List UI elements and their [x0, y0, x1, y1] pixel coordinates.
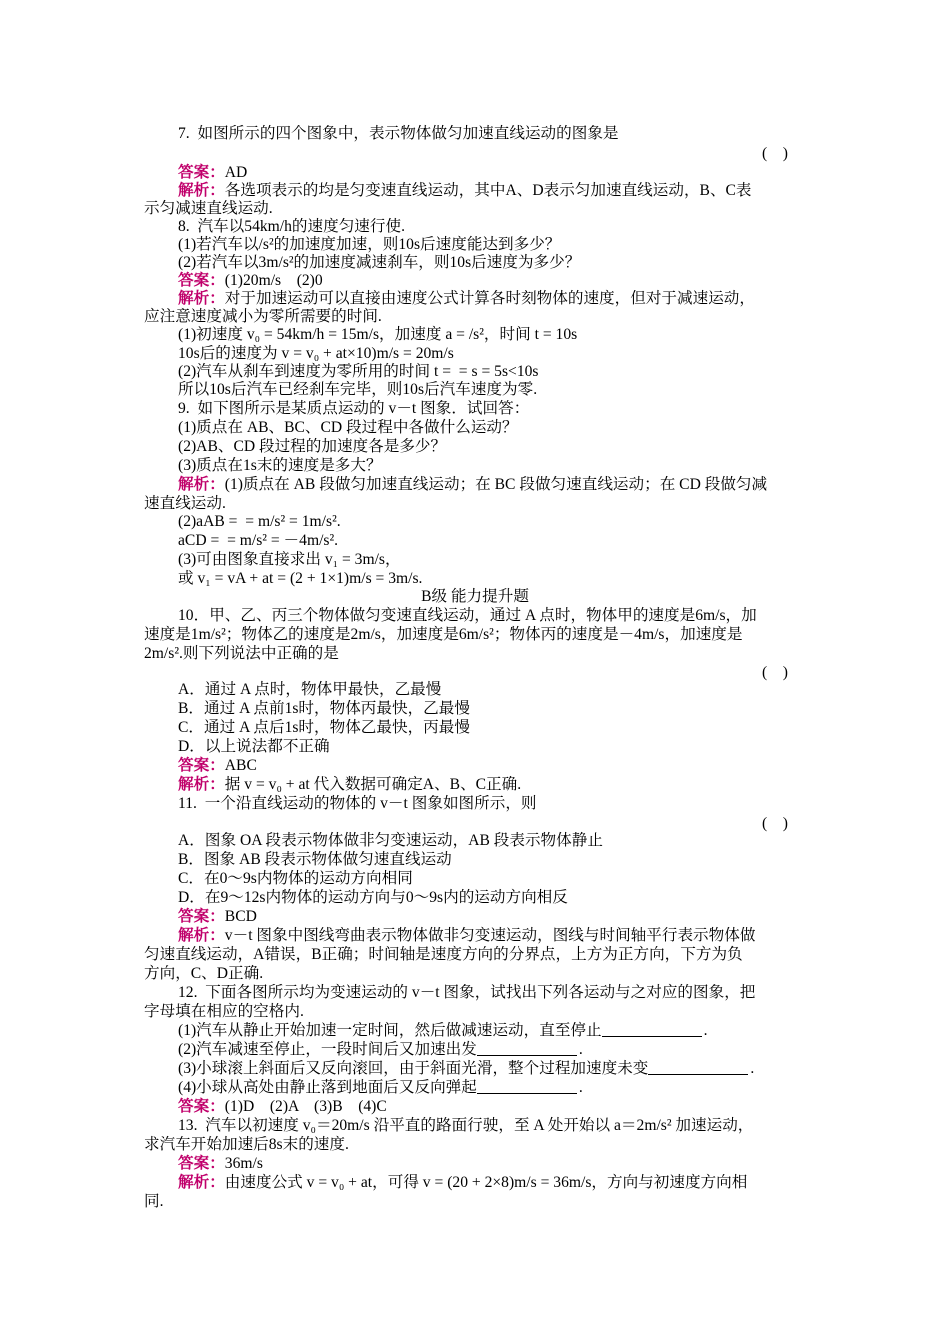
text-line: [0, 737, 950, 757]
line-text: (1)D (2)A (3)B (4)C: [224, 1098, 387, 1115]
text-line: [0, 399, 950, 419]
text-line: [0, 718, 950, 738]
text-line: [0, 418, 950, 438]
answer-label: 答案：: [178, 757, 225, 774]
text-line: [0, 1116, 950, 1136]
line-text: (2)AB、CD 段过程的加速度各是多少？: [178, 438, 447, 455]
line-text: 速直线运动.: [144, 495, 226, 512]
text-line: [0, 271, 950, 291]
line-text: 字母填在相应的空格内.: [144, 1003, 304, 1020]
line-text: 对于加速运动可以直接由速度公式计算各时刻物体的速度，但对于减速运动，: [224, 290, 755, 307]
line-text: aCD = = m/s² = －4m/s².: [178, 532, 339, 549]
line-text: C．通过 A 点后1s时，物体乙最快，丙最慢: [178, 719, 470, 736]
text-line: [0, 344, 950, 364]
text-line: [0, 475, 950, 495]
text-line: [0, 680, 950, 700]
text-line: [0, 850, 950, 870]
answer-blank[interactable]: [477, 1040, 577, 1056]
text-line: [0, 625, 950, 645]
line-text: (2)汽车减速至停止，一段时间后又加速出发: [178, 1041, 477, 1058]
text-line: [0, 437, 950, 457]
line-text: 所以10s后汽车已经刹车完毕，则10s后汽车速度为零.: [178, 381, 538, 398]
line-text: A．图象 OA 段表示物体做非匀变速运动，AB 段表示物体静止: [178, 832, 603, 849]
text-line: [0, 456, 950, 476]
text-line: [0, 983, 950, 1003]
text-line: [0, 289, 950, 309]
line-text: A．通过 A 点时，物体甲最快，乙最慢: [178, 681, 442, 698]
line-text: B．通过 A 点前1s时，物体丙最快，乙最慢: [178, 700, 470, 717]
text-line: [0, 606, 950, 626]
text-line: [0, 831, 950, 851]
text-line: [0, 1097, 950, 1117]
answer-label: 解析：: [178, 182, 225, 199]
text-line: [0, 964, 950, 984]
line-text: 10s后的速度为 v = v₀ + at×10)m/s = 20m/s: [178, 345, 454, 362]
line-text: C．在0～9s内物体的运动方向相同: [178, 870, 413, 887]
line-text: 各选项表示的均是匀变速直线运动，其中A、D表示匀加速直线运动，B、C表: [224, 182, 752, 199]
answer-label: 答案：: [178, 164, 225, 181]
text-line: [0, 794, 950, 814]
line-text: 方向，C、D正确.: [144, 965, 264, 982]
line-text: (1)初速度 v₀ = 54km/h = 15m/s，加速度 a = /s²，时间 t = 10s: [178, 326, 578, 343]
answer-blank[interactable]: [602, 1021, 702, 1037]
line-text: 36m/s: [224, 1155, 263, 1172]
line-text: 求汽车开始加速后8s末的速度.: [144, 1136, 349, 1153]
period: .: [578, 1079, 583, 1096]
text-line: [0, 550, 950, 570]
text-line: [0, 217, 950, 237]
line-text: 同.: [144, 1193, 164, 1210]
text-line: [0, 1135, 950, 1155]
text-line: [0, 362, 950, 382]
line-text: AD: [224, 164, 248, 181]
line-text: ABC: [224, 757, 257, 774]
answer-label: 答案：: [178, 272, 225, 289]
answer-label: 答案：: [178, 1098, 225, 1115]
line-text: 或 v₁ = vA + at = (2 + 1×1)m/s = 3m/s.: [178, 570, 423, 587]
text-line: [0, 1002, 950, 1022]
answer-label: 解析：: [178, 476, 225, 493]
text-line: [0, 1040, 950, 1060]
line-text: 速度是1m/s²；物体乙的速度是2m/s，加速度是6m/s²；物体丙的速度是－4m/s，加速度是: [144, 626, 743, 643]
answer-label: 解析：: [178, 776, 225, 793]
answer-label: 解析：: [178, 927, 225, 944]
text-line: [0, 699, 950, 719]
text-line: [0, 1078, 950, 1098]
line-text: 10．甲、乙、丙三个物体做匀变速直线运动，通过 A 点时，物体甲的速度是6m/s，加: [178, 607, 757, 624]
line-text: 9. 如下图所示是某质点运动的 v－t 图象．试回答：: [178, 400, 530, 417]
text-line: [0, 569, 950, 589]
line-text: 12. 下面各图所示均为变速运动的 v－t 图象，试找出下列各运动与之对应的图象，把: [178, 984, 756, 1001]
line-text: (2)若汽车以3m/s²的加速度减速刹车，则10s后速度为多少？: [178, 254, 581, 271]
text-line: [0, 144, 950, 164]
text-line: [0, 163, 950, 183]
text-line: [0, 775, 950, 795]
line-text: (4)小球从高处由静止落到地面后又反向弹起: [178, 1079, 477, 1096]
line-text: (1)质点在 AB、BC、CD 段过程中各做什么运动？: [178, 419, 518, 436]
line-text: (1)汽车从静止开始加速一定时间，然后做减速运动，直至停止: [178, 1022, 602, 1039]
line-text: 应注意速度减小为零所需要的时间.: [144, 308, 382, 325]
text-line: [0, 181, 950, 201]
text-line: [0, 531, 950, 551]
text-line: [0, 307, 950, 327]
answer-label: 解析：: [178, 1174, 225, 1191]
text-line: [0, 253, 950, 273]
text-line: [0, 1154, 950, 1174]
period: .: [750, 1060, 755, 1077]
line-text: ( ): [762, 815, 788, 832]
line-text: (3)可由图象直接求出 v₁ = 3m/s，: [178, 551, 401, 568]
text-line: [0, 1192, 950, 1212]
line-text: B．图象 AB 段表示物体做匀速直线运动: [178, 851, 452, 868]
line-text: 据 v = v₀ + at 代入数据可确定A、B、C正确.: [224, 776, 522, 793]
line-text: 8. 汽车以54km/h的速度匀速行使.: [178, 218, 405, 235]
text-line: [0, 644, 950, 664]
text-line: [0, 380, 950, 400]
line-text: 匀速直线运动，A错误，B正确；时间轴是速度方向的分界点，上方为正方向，下方为负: [144, 946, 743, 963]
answer-blank[interactable]: [477, 1078, 577, 1094]
text-line: [0, 926, 950, 946]
line-text: 由速度公式 v = v₀ + at，可得 v = (20 + 2×8)m/s = 36m/s，方向与初速度方向相: [224, 1174, 748, 1191]
text-line: [0, 199, 950, 219]
line-text: (1)若汽车以/s²的加速度加速，则10s后速度能达到多少？: [178, 236, 561, 253]
line-text: 11. 一个沿直线运动的物体的 v－t 图象如图所示，则: [178, 795, 537, 812]
answer-label: 解析：: [178, 290, 225, 307]
line-text: (3)质点在1s末的速度是多大？: [178, 457, 382, 474]
text-line: [0, 945, 950, 965]
line-text: 示匀减速直线运动.: [144, 200, 273, 217]
line-text: (2)aAB = = m/s² = 1m/s².: [178, 513, 341, 530]
text-line: [0, 1173, 950, 1193]
line-text: D．在9～12s内物体的运动方向与0～9s内的运动方向相反: [178, 889, 568, 906]
text-line: [0, 124, 950, 144]
answer-label: 答案：: [178, 908, 225, 925]
answer-blank[interactable]: [648, 1059, 748, 1075]
section-title: B级 能力提升题: [421, 588, 529, 605]
text-line: [0, 1021, 950, 1041]
line-text: 2m/s².则下列说法中正确的是: [144, 645, 339, 662]
period: .: [578, 1041, 583, 1058]
text-line: [0, 888, 950, 908]
text-line: [0, 494, 950, 514]
text-line: [0, 325, 950, 345]
text-line: [0, 512, 950, 532]
text-line: [0, 235, 950, 255]
line-text: (2)汽车从刹车到速度为零所用的时间 t = = s = 5s<10s: [178, 363, 539, 380]
text-line: [0, 907, 950, 927]
line-text: 13. 汽车以初速度 v₀＝20m/s 沿平直的路面行驶，至 A 处开始以 a＝2m/s² 加速运动，: [178, 1117, 754, 1134]
text-line: [0, 1059, 950, 1079]
line-text: v－t 图象中图线弯曲表示物体做非匀变速运动，图线与时间轴平行表示物体做: [224, 927, 756, 944]
line-text: BCD: [224, 908, 257, 925]
text-line: [0, 756, 950, 776]
line-text: (3)小球滚上斜面后又反向滚回，由于斜面光滑，整个过程加速度未变: [178, 1060, 649, 1077]
line-text: (1)20m/s (2)0: [224, 272, 323, 289]
line-text: 7. 如图所示的四个图象中，表示物体做匀加速直线运动的图象是: [178, 125, 619, 142]
answer-label: 答案：: [178, 1155, 225, 1172]
line-text: ( ): [762, 664, 788, 681]
period: .: [703, 1022, 708, 1039]
line-text: (1)质点在 AB 段做匀加速直线运动；在 BC 段做匀速直线运动；在 CD 段做匀减: [224, 476, 768, 493]
line-text: ( ): [762, 145, 788, 162]
line-text: D．以上说法都不正确: [178, 738, 330, 755]
text-line: [0, 869, 950, 889]
